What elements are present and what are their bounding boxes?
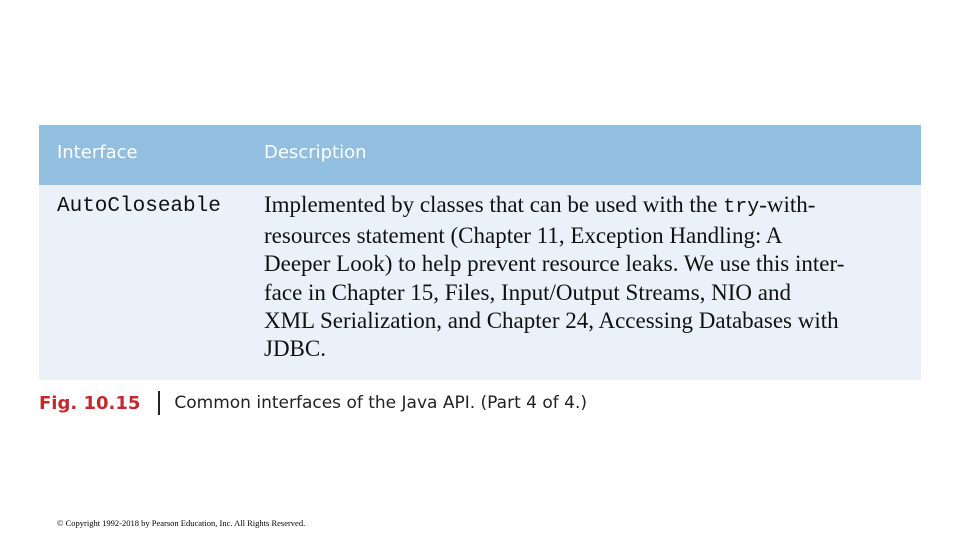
description-line: XML Serialization, and Chapter 24, Accessing Databases with (264, 307, 839, 333)
description-line (264, 191, 904, 222)
description-line: face in Chapter 15, Files, Input/Output Streams, NIO and (264, 279, 791, 305)
caption-divider (158, 391, 160, 415)
header-interface: Interface (57, 142, 138, 163)
try-keyword: try (723, 196, 760, 219)
figure-label: Fig. 10.15 (39, 392, 141, 414)
interface-name: AutoCloseable (57, 195, 221, 218)
description-text: Implemented by classes that can be used with the (264, 192, 724, 217)
description-text: -with- (759, 192, 816, 217)
header-description: Description (264, 142, 367, 163)
copyright-notice: © Copyright 1992-2018 by Pearson Education, Inc. All Rights Reserved. (57, 518, 306, 528)
description-line: JDBC. (264, 336, 326, 362)
table-header (39, 125, 921, 185)
figure-caption-text: Common interfaces of the Java API. (Part 4 of 4.) (174, 393, 588, 413)
table-row (39, 185, 921, 380)
description-line: resources statement (Chapter 11, Exception Handling: A (264, 223, 783, 249)
interface-description (264, 191, 904, 363)
description-line: Deeper Look) to help prevent resource leaks. We use this inter- (264, 251, 845, 277)
interfaces-table (39, 125, 921, 380)
figure-caption (39, 388, 587, 418)
